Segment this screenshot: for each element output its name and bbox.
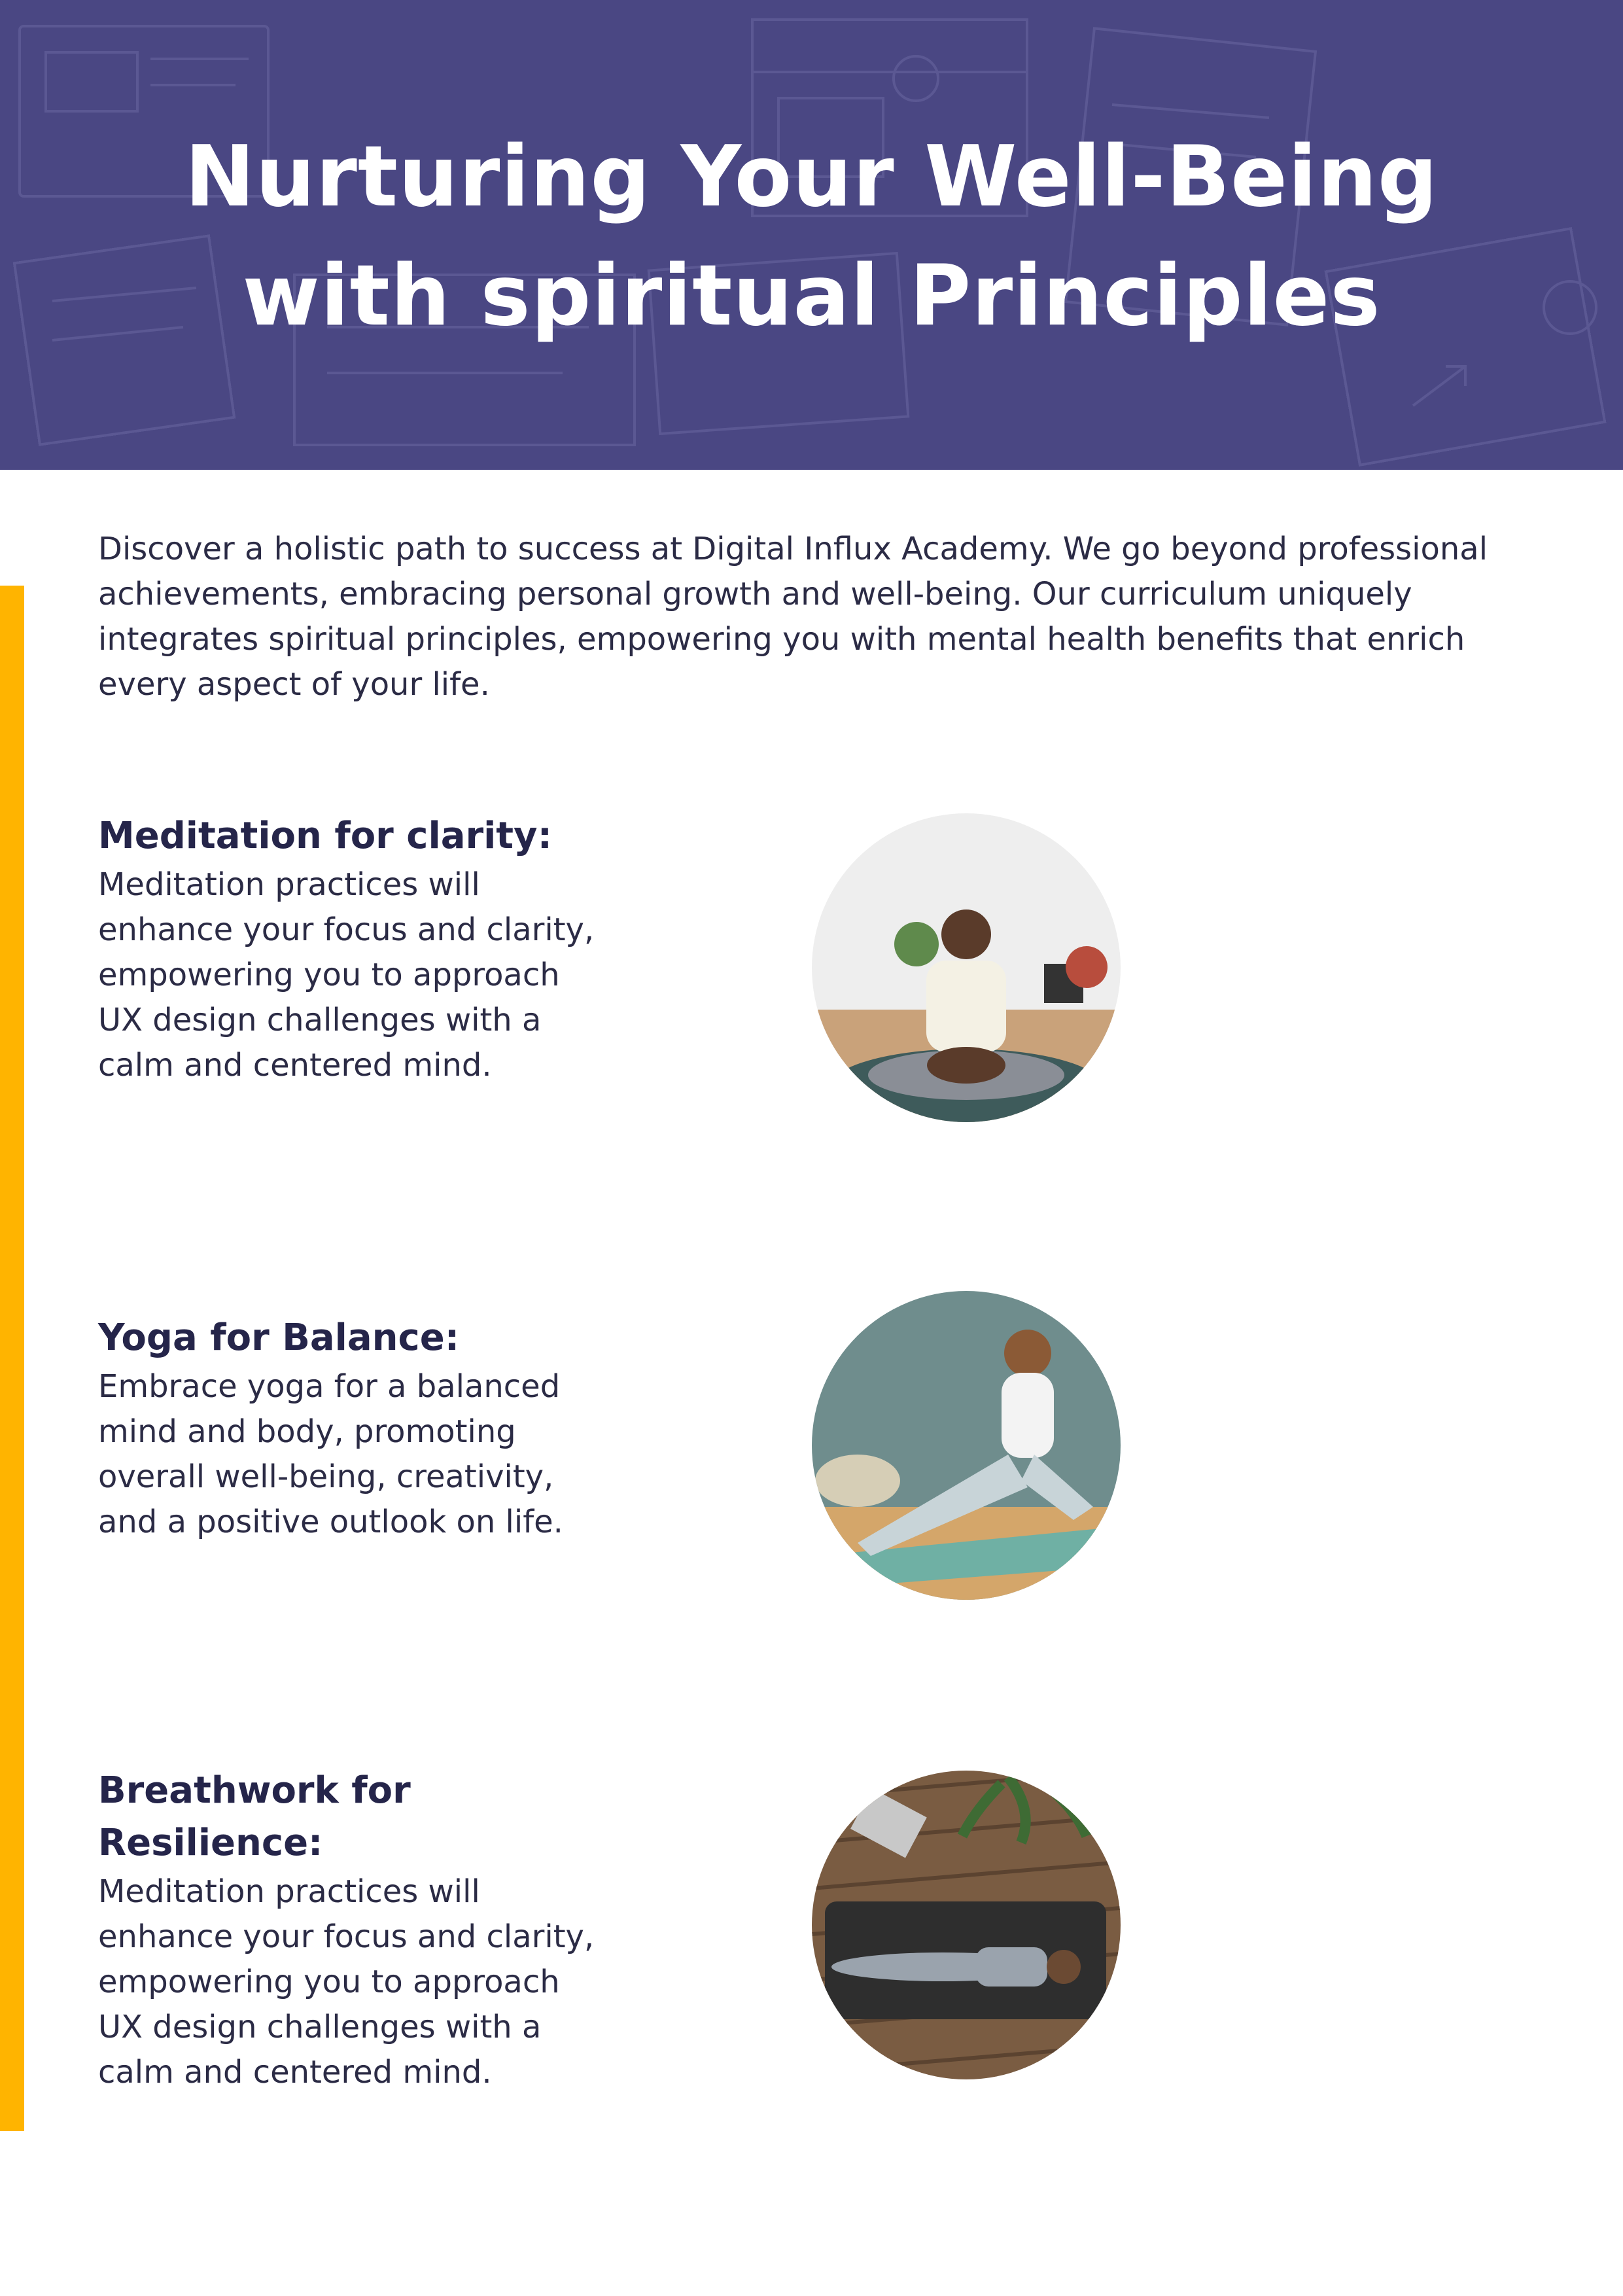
header-banner xyxy=(0,0,1623,470)
feature-heading: Yoga for Balance: xyxy=(98,1316,460,1359)
title-line-1: Nurturing Your Well-Being xyxy=(184,128,1439,226)
feature-meditation xyxy=(98,810,595,1088)
meditation-photo xyxy=(812,813,1121,1122)
accent-bar xyxy=(0,586,24,2131)
feature-yoga xyxy=(98,1312,595,1545)
feature-body: Meditation practices will enhance your focus and clarity, empowering you to approach UX design challenges with a calm and centered mind. xyxy=(98,866,595,1084)
feature-breathwork xyxy=(98,1765,595,2095)
yoga-photo xyxy=(812,1291,1121,1600)
feature-body: Meditation practices will enhance your focus and clarity, empowering you to approach UX design challenges with a calm and centered mind. xyxy=(98,1873,595,2091)
breathwork-photo xyxy=(812,1771,1121,2079)
title-line-2: with spiritual Principles xyxy=(242,247,1381,345)
page-title xyxy=(0,118,1623,356)
feature-heading: Breathwork for Resilience: xyxy=(98,1769,411,1864)
feature-heading: Meditation for clarity: xyxy=(98,815,552,857)
intro-paragraph: Discover a holistic path to success at Digital Influx Academy. We go beyond professional achievements, embracing personal growth and well-being. Our curriculum uniquely integrates spiritual principles, empowering you with mental health benefits that enrich every aspect of your life. xyxy=(98,531,1488,703)
feature-body: Embrace yoga for a balanced mind and body, promoting overall well-being, creativity, and a positive outlook on life. xyxy=(98,1368,563,1540)
